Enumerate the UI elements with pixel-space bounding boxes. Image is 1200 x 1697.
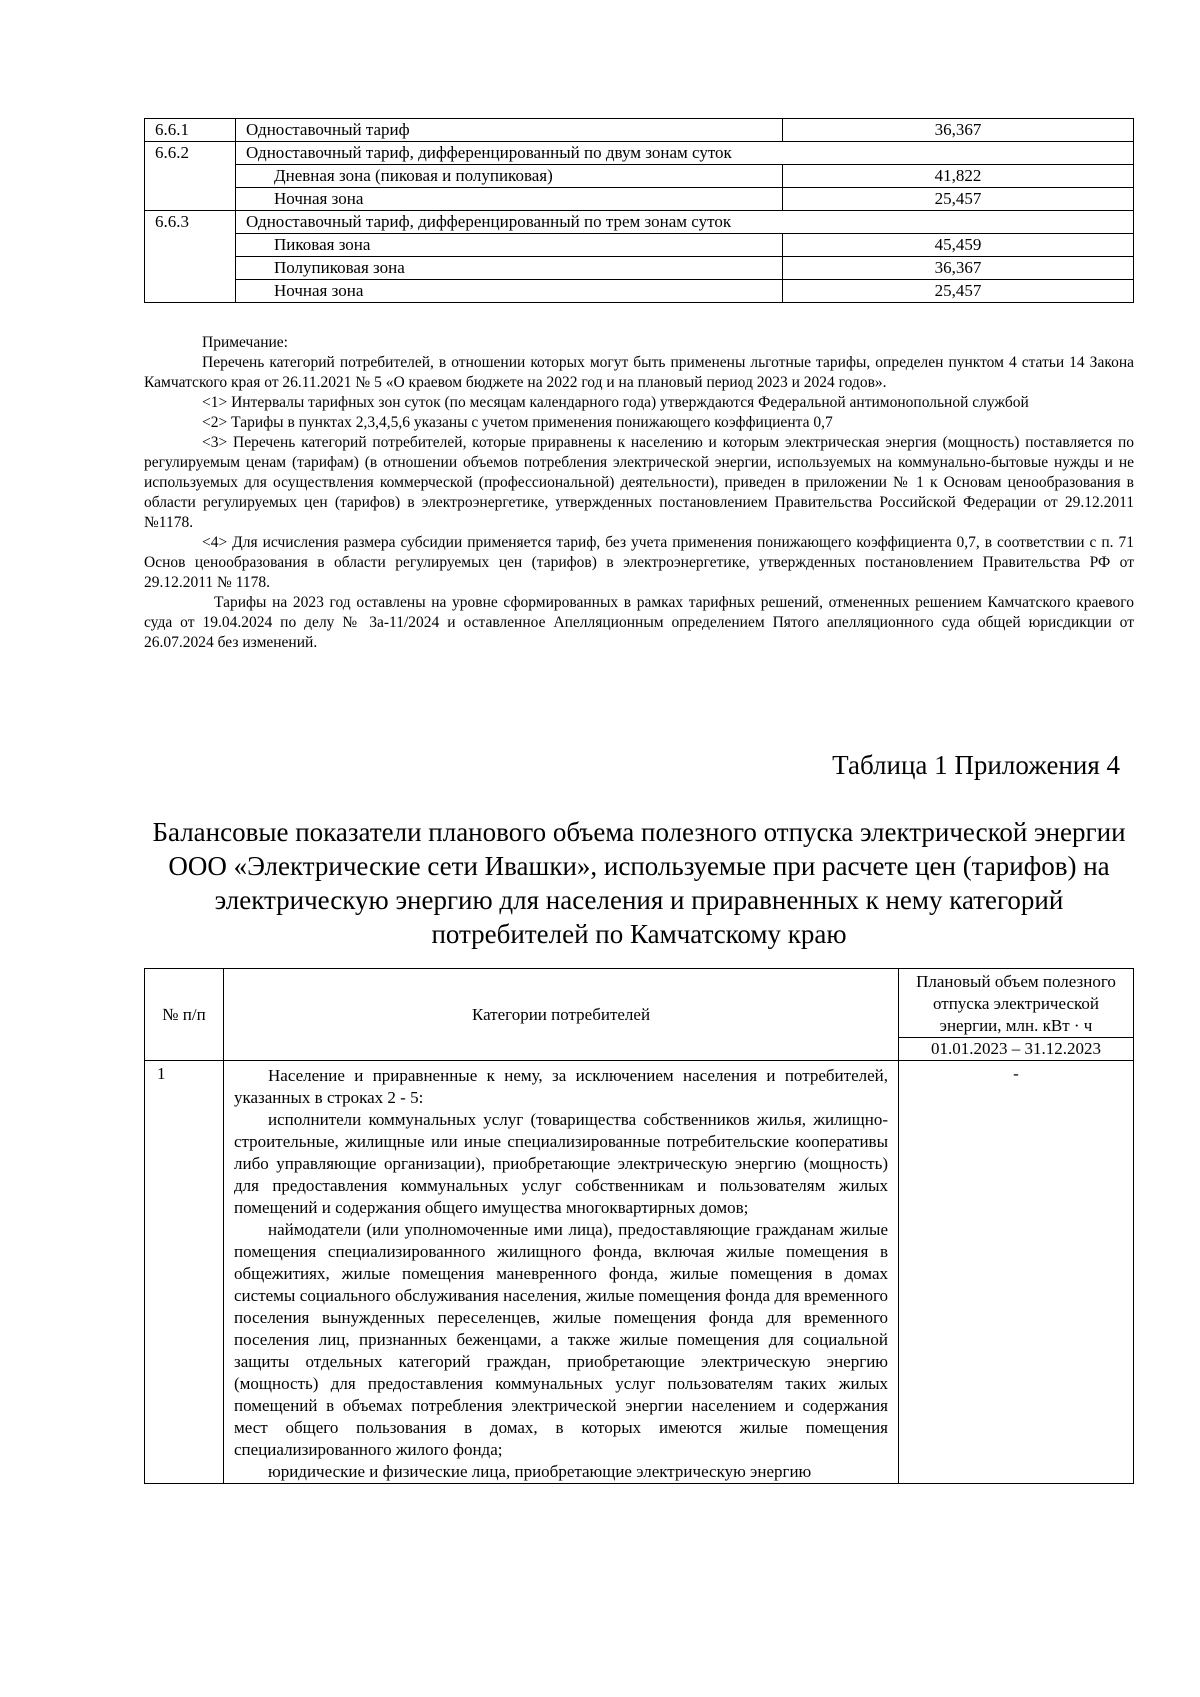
table-row bbox=[145, 234, 1134, 257]
tariff-zone-name: Полупиковая зона bbox=[236, 257, 783, 280]
row-number: 1 bbox=[145, 1061, 224, 1484]
volume-value: - bbox=[899, 1061, 1134, 1484]
tariff-value: 36,367 bbox=[783, 257, 1134, 280]
footnote-1: <1> Интервалы тарифных зон суток (по месяцам календарного года) утверждаются Федеральной антимонопольной службой bbox=[202, 394, 1029, 411]
footnote-3: <3> Перечень категорий потребителей, которые приравнены к населению и которым электрическая энергия (мощность) поставляется по регулируемым ценам (тарифам) (в отношении объемов потребления электрической энергии, используемых на коммунально-бытовые нужды и не используемых для осуществления коммерческой (профессиональной) деятельности), приведен в приложении № 1 к Основам ценообразования в области регулируемых цен (тарифов) в электроэнергетике, утвержденных постановлением Правительства Российской Федерации от 29.12.2011 №1178. bbox=[144, 434, 1134, 531]
table-row bbox=[145, 142, 1134, 165]
row-number: 6.6.3 bbox=[145, 211, 236, 234]
footnote-4: <4> Для исчисления размера субсидии применяется тариф, без учета применения понижающего коэффициента 0,7, в соответствии с п. 71 Основ ценообразования в области регулируемых цен (тарифов) в электроэнергетике, утвержденных постановлением Правительства РФ от 29.12.2011 № 1178. bbox=[144, 534, 1134, 591]
table-row bbox=[145, 188, 1134, 211]
tariff-value: 36,367 bbox=[783, 119, 1134, 142]
table-row bbox=[145, 280, 1134, 303]
category-description bbox=[224, 1061, 899, 1484]
note-paragraph: Перечень категорий потребителей, в отношении которых могут быть применены льготные тарифы, определен пунктом 4 статьи 14 Закона Камчатского края от 26.11.2021 № 5 «О краевом бюджете на 2022 год и на плановый период 2023 и 2024 годов». bbox=[144, 354, 1134, 391]
table-row bbox=[145, 165, 1134, 188]
category-paragraph: Население и приравненные к нему, за исключением населения и потребителей, указанных в строках 2 - 5: bbox=[234, 1066, 888, 1107]
tariff-name: Одноставочный тариф, дифференцированный по двум зонам суток bbox=[236, 142, 1134, 165]
tariff-value: 25,457 bbox=[783, 188, 1134, 211]
table-title: Балансовые показатели планового объема полезного отпуска электрической энергии ООО «Электрические сети Ивашки», используемые при расчете цен (тарифов) на электрическую энергию для населения и приравненных к нему категорий потребителей по Камчатскому краю bbox=[152, 817, 1126, 949]
tariff-table bbox=[144, 118, 1134, 303]
tariff-value: 41,822 bbox=[783, 165, 1134, 188]
tariff-name: Одноставочный тариф bbox=[236, 119, 783, 142]
category-paragraph: юридические и физические лица, приобретающие электрическую энергию bbox=[268, 1462, 812, 1481]
notes-heading: Примечание: bbox=[202, 334, 288, 351]
tariff-zone-name: Ночная зона bbox=[236, 188, 783, 211]
header-num: № п/п bbox=[145, 969, 224, 1061]
table-caption: Таблица 1 Приложения 4 bbox=[832, 750, 1120, 780]
header-volume: Плановый объем полезного отпуска электрической энергии, млн. кВт · ч bbox=[899, 969, 1134, 1038]
tariff-zone-name: Дневная зона (пиковая и полупиковая) bbox=[236, 165, 783, 188]
note-final-paragraph: Тарифы на 2023 год оставлены на уровне сформированных в рамках тарифных решений, отмененных решением Камчатского краевого суда от 19.04.2024 по делу № 3а-11/2024 и оставленное Апелляционным определением Пятого апелляционного суда общей юрисдикции от 26.07.2024 без изменений. bbox=[144, 594, 1134, 651]
tariff-value: 25,457 bbox=[783, 280, 1134, 303]
tariff-zone-name: Пиковая зона bbox=[236, 234, 783, 257]
table-row bbox=[145, 1061, 1134, 1484]
header-row bbox=[145, 969, 1134, 1038]
table-row bbox=[145, 211, 1134, 234]
header-period: 01.01.2023 – 31.12.2023 bbox=[899, 1038, 1134, 1061]
table-row bbox=[145, 119, 1134, 142]
category-paragraph: наймодатели (или уполномоченные ими лица), предоставляющие гражданам жилые помещения специализированного жилищного фонда, включая жилые помещения в общежитиях, жилые помещения маневренного фонда, жилые помещения в домах системы социального обслуживания населения, жилые помещения фонда для временного поселения вынужденных переселенцев, жилые помещения фонда для временного поселения лиц, признанных беженцами, а также жилые помещения для социальной защиты отдельных категорий граждан, приобретающие электрическую энергию (мощность) для предоставления коммунальных услуг пользователям таких жилых помещений в объемах потребления электрической энергии населением и содержания мест общего пользования в домах, в которых имеются жилые помещения специализированного жилого фонда; bbox=[234, 1220, 888, 1459]
category-paragraph: исполнители коммунальных услуг (товарищества собственников жилья, жилищно-строительные, жилищные или иные специализированные потребительские кооперативы либо управляющие организации), приобретающие электрическую энергию (мощность) для предоставления коммунальных услуг собственникам и пользователям жилых помещений и содержания общего имущества многоквартирных домов; bbox=[234, 1110, 888, 1217]
tariff-zone-name: Ночная зона bbox=[236, 280, 783, 303]
notes-section bbox=[144, 333, 1134, 653]
row-number: 6.6.1 bbox=[145, 119, 236, 142]
table-row bbox=[145, 257, 1134, 280]
row-number: 6.6.2 bbox=[145, 142, 236, 165]
balance-table bbox=[144, 968, 1134, 1484]
header-category: Категории потребителей bbox=[224, 969, 899, 1061]
footnote-2: <2> Тарифы в пунктах 2,3,4,5,6 указаны с учетом применения понижающего коэффициента 0,7 bbox=[202, 414, 833, 431]
tariff-value: 45,459 bbox=[783, 234, 1134, 257]
tariff-name: Одноставочный тариф, дифференцированный по трем зонам суток bbox=[236, 211, 1134, 234]
